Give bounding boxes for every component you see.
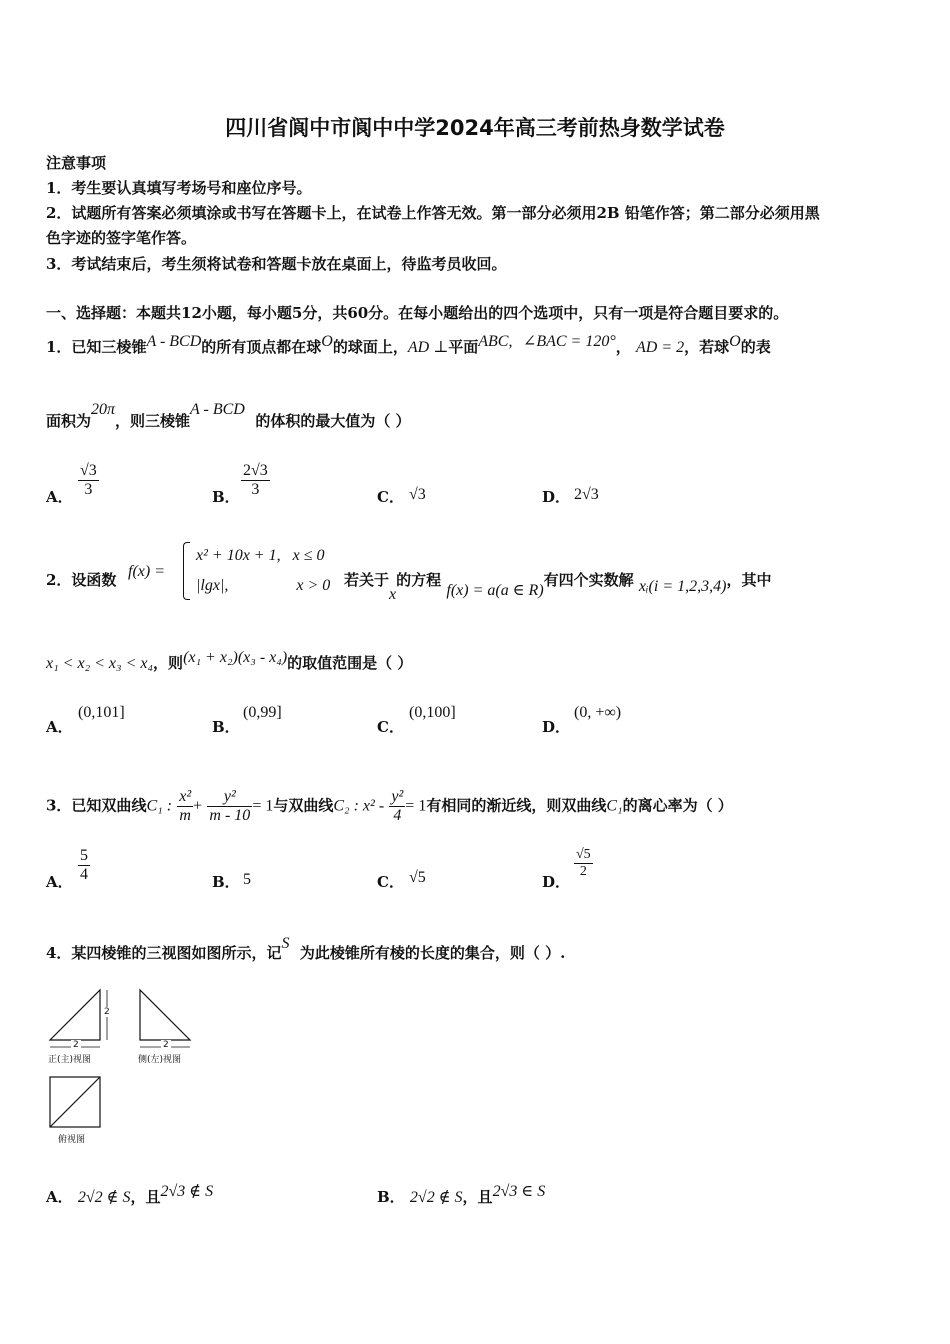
q2-option-d-value[interactable]: (0, +∞): [574, 704, 622, 721]
q3-option-b-value[interactable]: 5: [243, 871, 251, 888]
side-view-caption: 侧(左)视图: [138, 1055, 182, 1065]
q1-option-b-label[interactable]: B．: [212, 488, 240, 506]
q2-function: f(x) =: [128, 563, 165, 580]
q2-option-b-label[interactable]: B．: [212, 718, 240, 736]
notice-item-1: 1．考生要认真填写考场号和座位序号。: [46, 179, 312, 197]
q4-option-b[interactable]: B． 2√2 ∉ S，且2√3 ∈ S: [377, 1183, 546, 1206]
q2-option-a-label[interactable]: A．: [46, 718, 73, 736]
q2-line1-lead: 2．设函数: [46, 571, 117, 589]
q2-option-c-value[interactable]: (0,100]: [409, 704, 456, 721]
notice-item-2-cont: 色字迹的签字笔作答。: [46, 229, 197, 247]
q4-option-a[interactable]: A． 2√2 ∉ S，且2√3 ∉ S: [46, 1183, 214, 1206]
q3-option-a-label[interactable]: A．: [46, 873, 73, 891]
q3-option-c-label[interactable]: C．: [377, 873, 404, 891]
q1-line1: 1．已知三棱锥A - BCD的所有顶点都在球O的球面上，AD ⊥平面ABC, ∠BAC = 120°， AD = 2，若球O的表: [46, 333, 771, 356]
q1-option-c-value[interactable]: √3: [409, 486, 426, 503]
front-view-width-dim: 2: [73, 1040, 79, 1050]
q2-option-b-value[interactable]: (0,99]: [243, 704, 282, 721]
q1-option-d-label[interactable]: D．: [542, 488, 571, 506]
q2-line2: x₁ < x₂ < x₃ < x₄，则(x₁ + x₂)(x₃ - x₄)的取值范围是（ ）: [46, 649, 413, 672]
side-view: [140, 990, 190, 1047]
notice-item-2: 2．试题所有答案必须填涂或书写在答题卡上，在试卷上作答无效。第一部分必须用2B 铅笔作答；第二部分必须用黑: [46, 204, 820, 222]
top-view-caption: 俯视图: [58, 1135, 86, 1145]
front-view-height-dim: 2: [104, 1007, 110, 1017]
q1-option-a-value[interactable]: $\frac{√3}{3}$: [80, 462, 97, 498]
q2-brace: [183, 542, 190, 600]
q3-option-d-value[interactable]: $\frac{√5}{2}$: [576, 847, 591, 879]
q2-option-a-value[interactable]: (0,101]: [78, 704, 125, 721]
q3-option-c-value[interactable]: √5: [409, 869, 426, 886]
q3-option-d-label[interactable]: D．: [542, 873, 571, 891]
q3-line: 3．已知双曲线C₁ : $\frac{\text{x²}}{m}$ + $\frac{\text{y²}}{m - 10}$ = 1与双曲线C₂ : x² - $\frac{\text{y²}}{4}$ = 1有相同的渐近线，则双曲线C₁的离心率为（ ）: [46, 788, 733, 824]
page-title: 四川省阆中市阆中中学2024年高三考前热身数学试卷: [225, 116, 725, 140]
notice-heading: 注意事项: [46, 154, 107, 172]
section-heading: 一、选择题：本题共12小题，每小题5分，共60分。在每小题给出的四个选项中，只有一项是符合题目要求的。: [46, 304, 789, 322]
front-view: [50, 990, 107, 1047]
q2-option-d-label[interactable]: D．: [542, 718, 571, 736]
three-view-figure: [44, 985, 204, 1155]
front-view-caption: 正(主)视图: [48, 1055, 92, 1065]
q1-option-d-value[interactable]: 2√3: [574, 486, 599, 503]
side-view-width-dim: 2: [163, 1040, 169, 1050]
q3-option-a-value[interactable]: $\frac{5}{4}$: [80, 847, 88, 883]
q4-line: 4．某四棱锥的三视图如图所示，记S 为此棱锥所有棱的长度的集合，则（ ）.: [46, 935, 566, 962]
q1-line2: 面积为20π，则三棱锥A - BCD 的体积的最大值为（ ）: [46, 401, 411, 430]
q3-option-b-label[interactable]: B．: [212, 873, 240, 891]
q2-case-1: x² + 10x + 1, x ≤ 0: [196, 547, 325, 564]
top-view: [50, 1077, 100, 1127]
q2-option-c-label[interactable]: C．: [377, 718, 404, 736]
notice-item-3: 3．考试结束后，考生须将试卷和答题卡放在桌面上，待监考员收回。: [46, 255, 507, 273]
q2-line1-rest: 若关于x的方程 f(x) = a(a ∈ R)有四个实数解 xᵢ(i = 1,2,3,4)，其中: [344, 571, 772, 603]
q2-case-2: |lgx|, x > 0: [196, 577, 331, 594]
q1-option-b-value[interactable]: $\frac{2√3}{3}$: [243, 462, 268, 498]
q1-option-a-label[interactable]: A．: [46, 488, 73, 506]
q1-option-c-label[interactable]: C．: [377, 488, 404, 506]
